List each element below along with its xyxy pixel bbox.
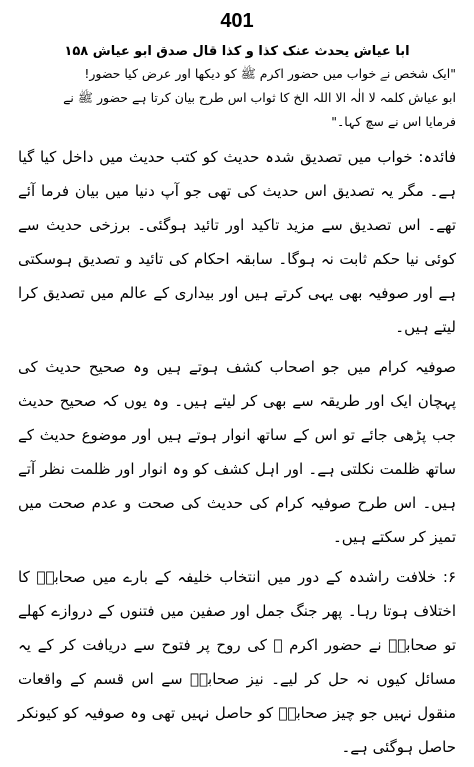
page-number: 401 xyxy=(220,10,254,32)
paragraph-faida: فائدہ: خواب میں تصدیق شدہ حدیث کو کتب حدیث میں داخل کیا گیا ہے۔ مگر یہ تصدیق اس حدیث کی تھی جو آپ دنیا میں بیان فرما آئے تھے۔ اس تصدیق سے مزید تاکید اور تائید ہوگئی۔ برزخی حدیث سے کوئی نیا حکم ثابت نہ ہوگا۔ سابقہ احکام کی تائید و تصدیق ہوسکتی ہے اور صوفیہ بھی یہی کرتے ہیں اور بیداری کے عالم میں تصدیق کرا لیتے ہیں۔ xyxy=(18,148,456,336)
paragraph-kashf: صوفیہ کرام میں جو اصحاب کشف ہوتے ہیں وہ صحیح حدیث کی پہچان ایک اور طریقہ سے بھی کر لیتے ہیں۔ وہ یوں کہ صحیح حدیث جب پڑھی جائے تو اس کے ساتھ انوار ہوتے ہیں اور موضوع حدیث کے ساتھ ظلمت نکلتی ہے۔ اور اہل کشف کو وہ انوار اور ظلمت نظر آتے ہیں۔ اس طرح صوفیہ کرام کی حدیث کی صحت و عدم صحت میں تمیز کر سکتے ہیں۔ xyxy=(18,358,456,546)
quote-line-2: ابو عیاش کلمہ لا الٰہ الا اللہ الخ کا ثواب اس طرح بیان کرتا ہے حضور ﷺ نے xyxy=(63,90,456,105)
paragraph-khilafat: ۶: خلافت راشدہ کے دور میں انتخاب خلیفہ کے بارے میں صحابہؓ کا اختلاف ہوتا رہا۔ پھر جنگ جمل اور صفین میں فتنوں کے دروازے کھلے تو صحابہؓ نے حضور اکرم ﷺ کی روح پر فتوح سے دریافت کر کے یہ مسائل کیوں نہ حل کر لیے۔ نیز صحابہؓ سے اس قسم کے واقعات منقول نہیں جو چیز صحابہؓ کو حاصل نہیں تھی وہ صوفیہ کو کیونکر حاصل ہوگئی ہے۔ xyxy=(18,568,456,756)
hadith-heading: ابا عیاش یحدث عنک کذا و کذا قال صدق ابو عیاش ۱۵۸ xyxy=(64,44,410,59)
quoted-dream-narration xyxy=(18,62,456,134)
quote-line-1: "ایک شخص نے خواب میں حضور اکرم ﷺ کو دیکھا اور عرض کیا حضور! xyxy=(84,66,456,81)
page-content xyxy=(18,42,456,764)
quote-line-3: فرمایا اس نے سچ کہا۔" xyxy=(331,114,456,129)
